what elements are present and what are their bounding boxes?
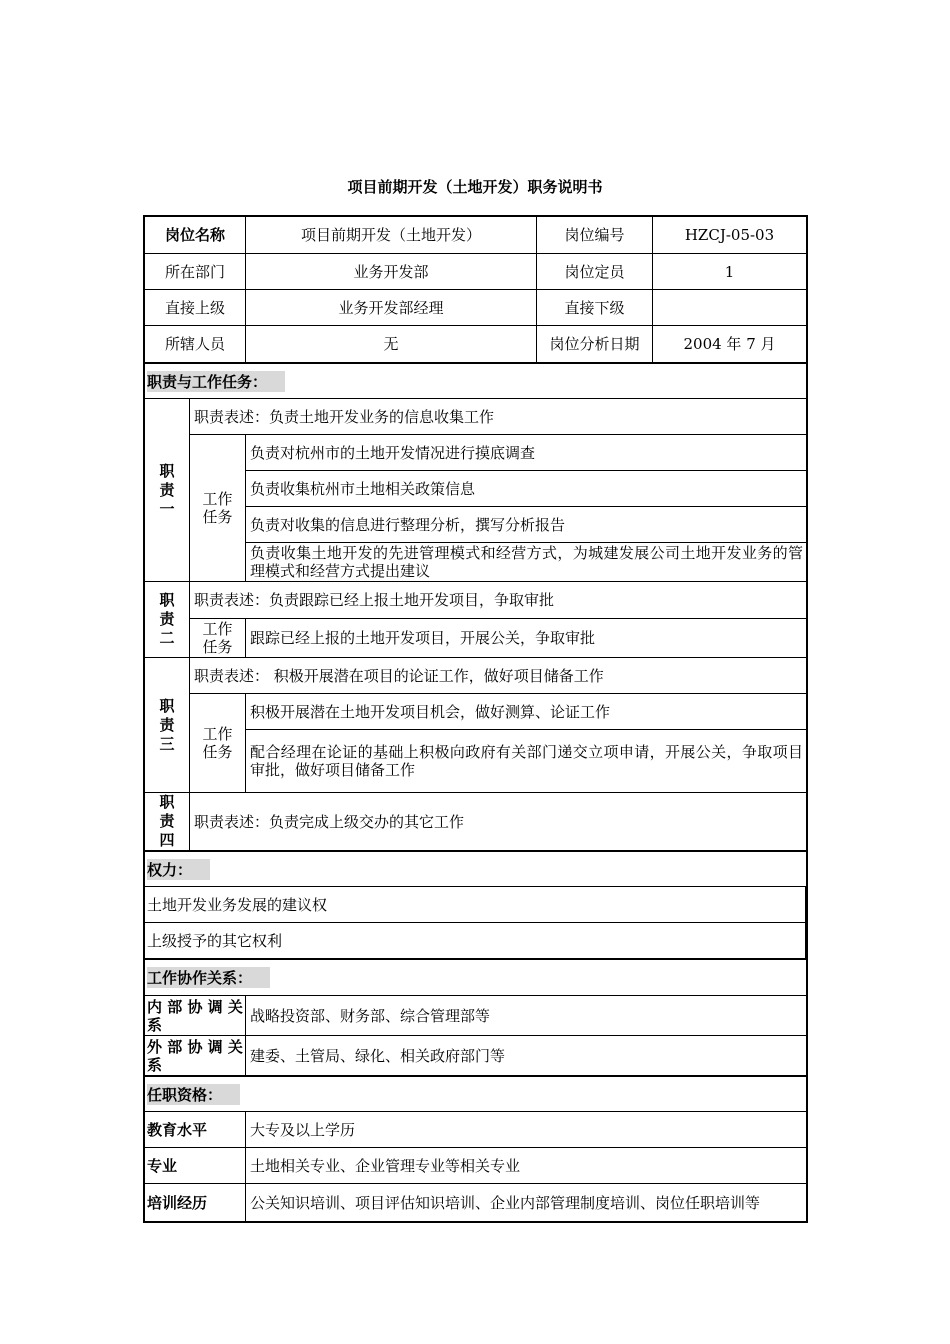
page-title: 项目前期开发（土地开发）职务说明书 [347, 178, 603, 196]
duty-2-task-label: 工作 任务 [189, 618, 246, 658]
subordinate-label: 直接下级 [536, 289, 653, 326]
duty-2-label: 职 责 二 [144, 581, 190, 658]
duty-2-task: 跟踪已经上报的土地开发项目，开展公关，争取审批 [245, 618, 807, 658]
duty-3-task: 积极开展潜在土地开发项目机会，做好测算、论证工作 [245, 693, 807, 730]
analysis-date-label: 岗位分析日期 [536, 325, 653, 363]
duties-heading: 职责与工作任务： [143, 362, 808, 399]
position-name-label: 岗位名称 [144, 216, 246, 254]
department-label: 所在部门 [144, 253, 246, 290]
internal-relations-label: 内 部 协 调 关系 [144, 995, 246, 1036]
duty-4-statement: 职责表述：负责完成上级交办的其它工作 [189, 792, 807, 851]
major-value: 土地相关专业、企业管理专业等相关专业 [245, 1147, 807, 1184]
department-value: 业务开发部 [245, 253, 537, 290]
headcount-label: 岗位定员 [536, 253, 653, 290]
supervisor-label: 直接上级 [144, 289, 246, 326]
staff-value: 无 [245, 325, 537, 363]
analysis-date-value: 2004 年 7 月 [652, 325, 807, 363]
power-heading: 权力： [143, 850, 808, 887]
duty-3-label: 职 责 三 [144, 657, 190, 793]
relations-heading: 工作协作关系： [143, 958, 808, 996]
subordinate-value [652, 289, 807, 326]
duty-2-statement: 职责表述：负责跟踪已经上报土地开发项目，争取审批 [189, 581, 807, 619]
duty-1-label: 职 责 一 [144, 398, 190, 582]
duty-3-task-label: 工作 任务 [189, 693, 246, 793]
external-relations-label: 外 部 协 调 关系 [144, 1035, 246, 1076]
supervisor-value: 业务开发部经理 [245, 289, 537, 326]
external-relations-value: 建委、土管局、绿化、相关政府部门等 [245, 1035, 807, 1076]
duty-4-label: 职 责 四 [144, 792, 190, 851]
duty-1-statement: 职责表述：负责土地开发业务的信息收集工作 [189, 398, 807, 435]
training-value: 公关知识培训、项目评估知识培训、企业内部管理制度培训、岗位任职培训等 [245, 1183, 807, 1222]
duty-1-task: 负责对收集的信息进行整理分析，撰写分析报告 [245, 506, 807, 543]
education-label: 教育水平 [144, 1111, 246, 1148]
duty-1-task: 负责对杭州市的土地开发情况进行摸底调查 [245, 434, 807, 471]
staff-label: 所辖人员 [144, 325, 246, 363]
headcount-value: 1 [652, 253, 807, 290]
position-name-value: 项目前期开发（土地开发） [245, 216, 537, 254]
duty-3-statement: 职责表述： 积极开展潜在项目的论证工作，做好项目储备工作 [189, 657, 807, 694]
qualifications-heading: 任职资格： [143, 1075, 808, 1112]
duty-1-task-label: 工作 任务 [189, 434, 246, 582]
duty-1-task: 负责收集杭州市土地相关政策信息 [245, 470, 807, 507]
education-value: 大专及以上学历 [245, 1111, 807, 1148]
internal-relations-value: 战略投资部、财务部、综合管理部等 [245, 995, 807, 1036]
major-label: 专业 [144, 1147, 246, 1184]
power-item: 上级授予的其它权利 [144, 922, 806, 959]
position-code-value: HZCJ-05-03 [652, 216, 807, 254]
power-item: 土地开发业务发展的建议权 [144, 886, 806, 923]
position-code-label: 岗位编号 [536, 216, 653, 254]
duty-3-task: 配合经理在论证的基础上积极向政府有关部门递交立项申请，开展公关，争取项目审批，做好项目储备工作 [245, 729, 807, 793]
training-label: 培训经历 [144, 1183, 246, 1222]
duty-1-task: 负责收集土地开发的先进管理模式和经营方式，为城建发展公司土地开发业务的管理模式和经营方式提出建议 [245, 542, 807, 582]
